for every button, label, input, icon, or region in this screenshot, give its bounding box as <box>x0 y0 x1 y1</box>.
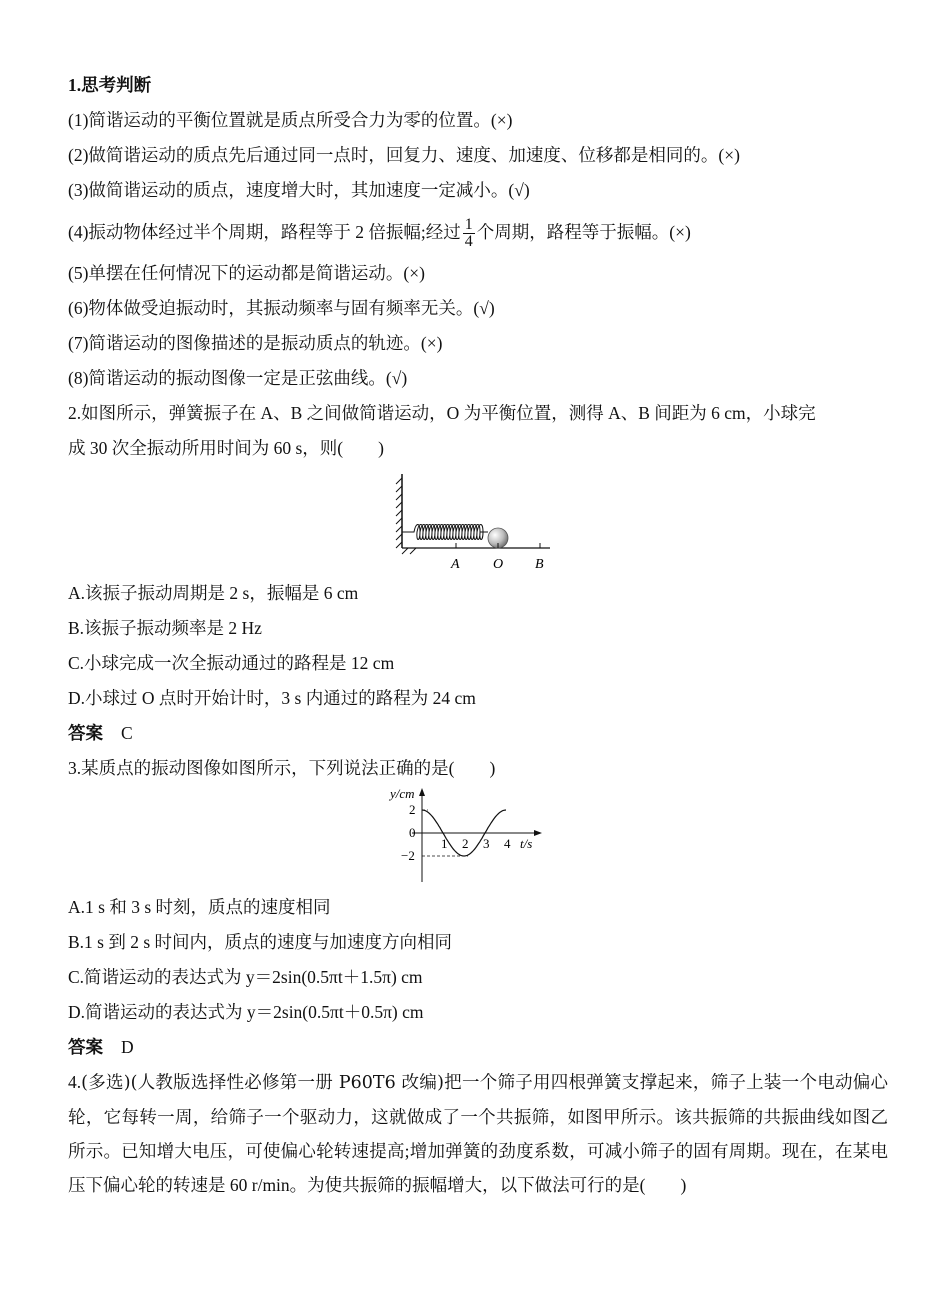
q2-option-a: A.该振子振动周期是 2 s，振幅是 6 cm <box>68 583 359 603</box>
q3-stem: 3.某质点的振动图像如图所示，下列说法正确的是( ) <box>68 758 496 778</box>
x-axis-arrow <box>534 830 542 836</box>
q1-item-7: (7)简谐运动的图像描述的是振动质点的轨迹。(×) <box>68 333 443 353</box>
q2-option-c: C.小球完成一次全振动通过的路程是 12 cm <box>68 653 395 673</box>
vibration-graph-figure <box>68 786 888 890</box>
x-tick-1: 1 <box>441 836 448 851</box>
q1-item-1: (1)简谐运动的平衡位置就是质点所受合力为零的位置。(×) <box>68 110 513 130</box>
y-axis-arrow <box>419 788 425 796</box>
q2-answer <box>68 716 888 751</box>
fraction-numerator: 1 <box>464 216 473 234</box>
label-o: O <box>493 557 504 572</box>
x-tick-2: 2 <box>462 836 469 851</box>
floor-hatching <box>402 548 416 554</box>
x-axis-label: t/s <box>520 836 533 851</box>
q4-stem: 把一个筛子用四根弹簧支撑起来，筛子上装一个电动偏心轮，它每转一周，给筛子一个驱动力，这就做成了一个共振筛，如图甲所示。该共振筛的共振曲线如图乙所示。已知增大电压，可使偏心轮转速提高;增加弹簧的劲度系数，可减小筛子的固有周期。现在，在某电压下偏心轮的转速是 60 r/min。为使共振筛的振幅增大，以下做法可行的是( ) <box>68 1072 888 1195</box>
q1-item-5: (5)单摆在任何情况下的运动都是简谐运动。(×) <box>68 263 425 283</box>
q3-answer <box>68 1030 888 1065</box>
q1-item-8: (8)简谐运动的振动图像一定是正弦曲线。(√) <box>68 368 408 388</box>
answer-label: 答案 <box>68 723 103 743</box>
q1-item-4 <box>68 208 888 256</box>
q2-stem-line1: 2.如图所示，弹簧振子在 A、B 之间做简谐运动，O 为平衡位置，测得 A、B 间距为 6 cm，小球完 <box>68 403 816 423</box>
q3-option-d: D.简谐运动的表达式为 y＝2sin(0.5πt＋0.5π) cm <box>68 1002 424 1022</box>
y-tick-2: 2 <box>409 802 416 817</box>
fraction-denominator: 4 <box>464 233 473 251</box>
spring-oscillator-figure <box>68 466 888 576</box>
answer-value: C <box>121 723 133 743</box>
q3-option-b: B.1 s 到 2 s 时间内，质点的速度与加速度方向相同 <box>68 932 453 952</box>
spring-oscillator-diagram <box>68 466 888 576</box>
vibration-graph <box>68 786 888 890</box>
q1-item-4-part1: (4)振动物体经过半个周期，路程等于 2 倍振幅;经过 <box>68 222 461 242</box>
y-axis-label: y/cm <box>390 786 415 801</box>
label-b: B <box>535 557 544 572</box>
x-tick-3: 3 <box>483 836 490 851</box>
spring-coil <box>402 525 488 540</box>
label-a: A <box>451 557 460 572</box>
y-tick-0: 0 <box>409 825 416 840</box>
q1-item-3: (3)做简谐运动的质点，速度增大时，其加速度一定减小。(√) <box>68 180 530 200</box>
q1-item-4-part2: 个周期，路程等于振幅。(×) <box>476 222 691 242</box>
q3-option-a: A.1 s 和 3 s 时刻，质点的速度相同 <box>68 897 331 917</box>
q1-item-2: (2)做简谐运动的质点先后通过同一点时，回复力、速度、加速度、位移都是相同的。(×) <box>68 145 740 165</box>
q1-heading: 1.思考判断 <box>68 75 152 95</box>
q1-item-6: (6)物体做受迫振动时，其振动频率与固有频率无关。(√) <box>68 298 495 318</box>
q2-option-d: D.小球过 O 点时开始计时，3 s 内通过的路程为 24 cm <box>68 688 476 708</box>
y-tick-neg2: −2 <box>401 848 415 863</box>
document-page <box>68 68 888 1202</box>
x-tick-4: 4 <box>504 836 511 851</box>
q3-option-c: C.简谐运动的表达式为 y＝2sin(0.5πt＋1.5π) cm <box>68 967 423 987</box>
q2-stem-line2: 成 30 次全振动所用时间为 60 s，则( ) <box>68 438 384 458</box>
q2-option-b: B.该振子振动频率是 2 Hz <box>68 618 262 638</box>
answer-value: D <box>121 1037 134 1057</box>
q4-tag: (多选)(人教版选择性必修第一册 P60T6 改编) <box>81 1073 444 1093</box>
wall-hatching <box>396 478 402 548</box>
position-ticks <box>456 543 540 548</box>
answer-label: 答案 <box>68 1037 103 1057</box>
q4-stem-paragraph <box>68 1065 888 1202</box>
fraction-one-quarter <box>463 217 475 250</box>
q4-number: 4. <box>68 1072 82 1092</box>
